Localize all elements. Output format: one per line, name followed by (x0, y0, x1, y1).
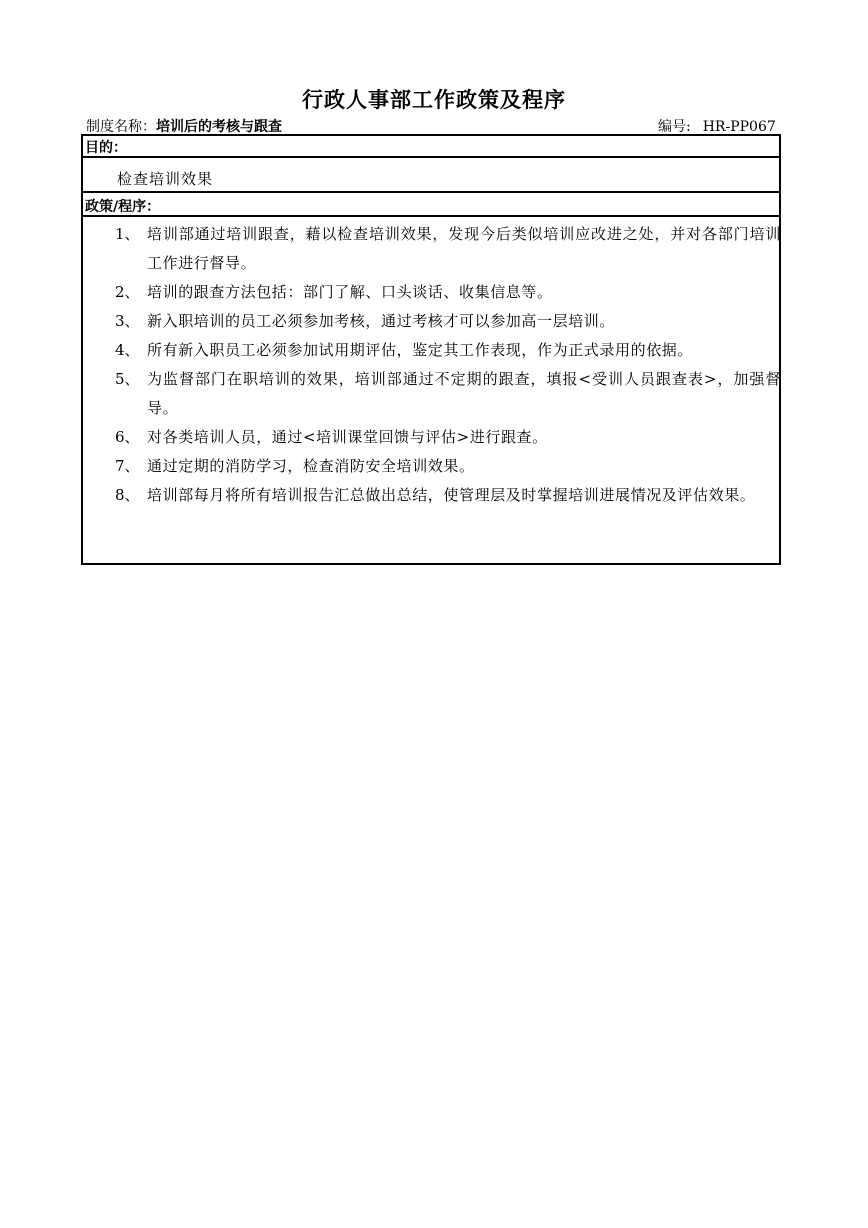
list-item (115, 336, 781, 365)
purpose-label: 目的： (85, 140, 127, 156)
item-text: 培训部通过培训跟查，藉以检查培训效果，发现今后类似培训应改进之处，并对各部门培训工作进行督导。 (147, 225, 781, 272)
item-text: 培训的跟查方法包括：部门了解、口头谈话、收集信息等。 (147, 283, 553, 301)
list-item (115, 452, 781, 481)
item-number: 4、 (115, 341, 140, 359)
policy-name (86, 116, 282, 136)
item-text: 通过定期的消防学习，检查消防安全培训效果。 (147, 457, 475, 475)
procedures-label: 政策/程序： (85, 199, 161, 215)
document-code (658, 116, 776, 136)
list-item (115, 423, 781, 452)
list-item (115, 278, 781, 307)
item-number: 1、 (115, 225, 140, 243)
item-text: 培训部每月将所有培训报告汇总做出总结，使管理层及时掌握培训进展情况及评估效果。 (147, 486, 756, 504)
divider (83, 215, 779, 217)
item-text: 所有新入职员工必须参加试用期评估，鉴定其工作表现，作为正式录用的依据。 (147, 341, 694, 359)
item-number: 7、 (115, 457, 140, 475)
divider (83, 191, 779, 193)
item-number: 3、 (115, 312, 140, 330)
item-number: 2、 (115, 283, 140, 301)
list-item (115, 365, 781, 423)
list-item (115, 220, 781, 278)
list-item (115, 307, 781, 336)
item-text: 新入职培训的员工必须参加考核，通过考核才可以参加高一层培训。 (147, 312, 616, 330)
procedure-list (115, 220, 781, 510)
item-number: 6、 (115, 428, 140, 446)
list-item (115, 481, 781, 510)
document-title: 行政人事部工作政策及程序 (302, 88, 566, 112)
code-value: HR-PP067 (702, 119, 776, 135)
item-text: 对各类培训人员，通过<培训课堂回馈与评估>进行跟查。 (147, 428, 548, 446)
item-number: 5、 (115, 370, 140, 388)
policy-name-label: 制度名称： (86, 119, 156, 135)
item-text: 为监督部门在职培训的效果，培训部通过不定期的跟查，填报<受训人员跟查表>，加强督导。 (147, 370, 781, 417)
policy-table (81, 134, 781, 565)
code-label: 编号: (658, 119, 691, 135)
divider (83, 156, 779, 158)
item-number: 8、 (115, 486, 140, 504)
purpose-text: 检查培训效果 (117, 170, 214, 188)
policy-name-value: 培训后的考核与跟查 (156, 119, 282, 135)
